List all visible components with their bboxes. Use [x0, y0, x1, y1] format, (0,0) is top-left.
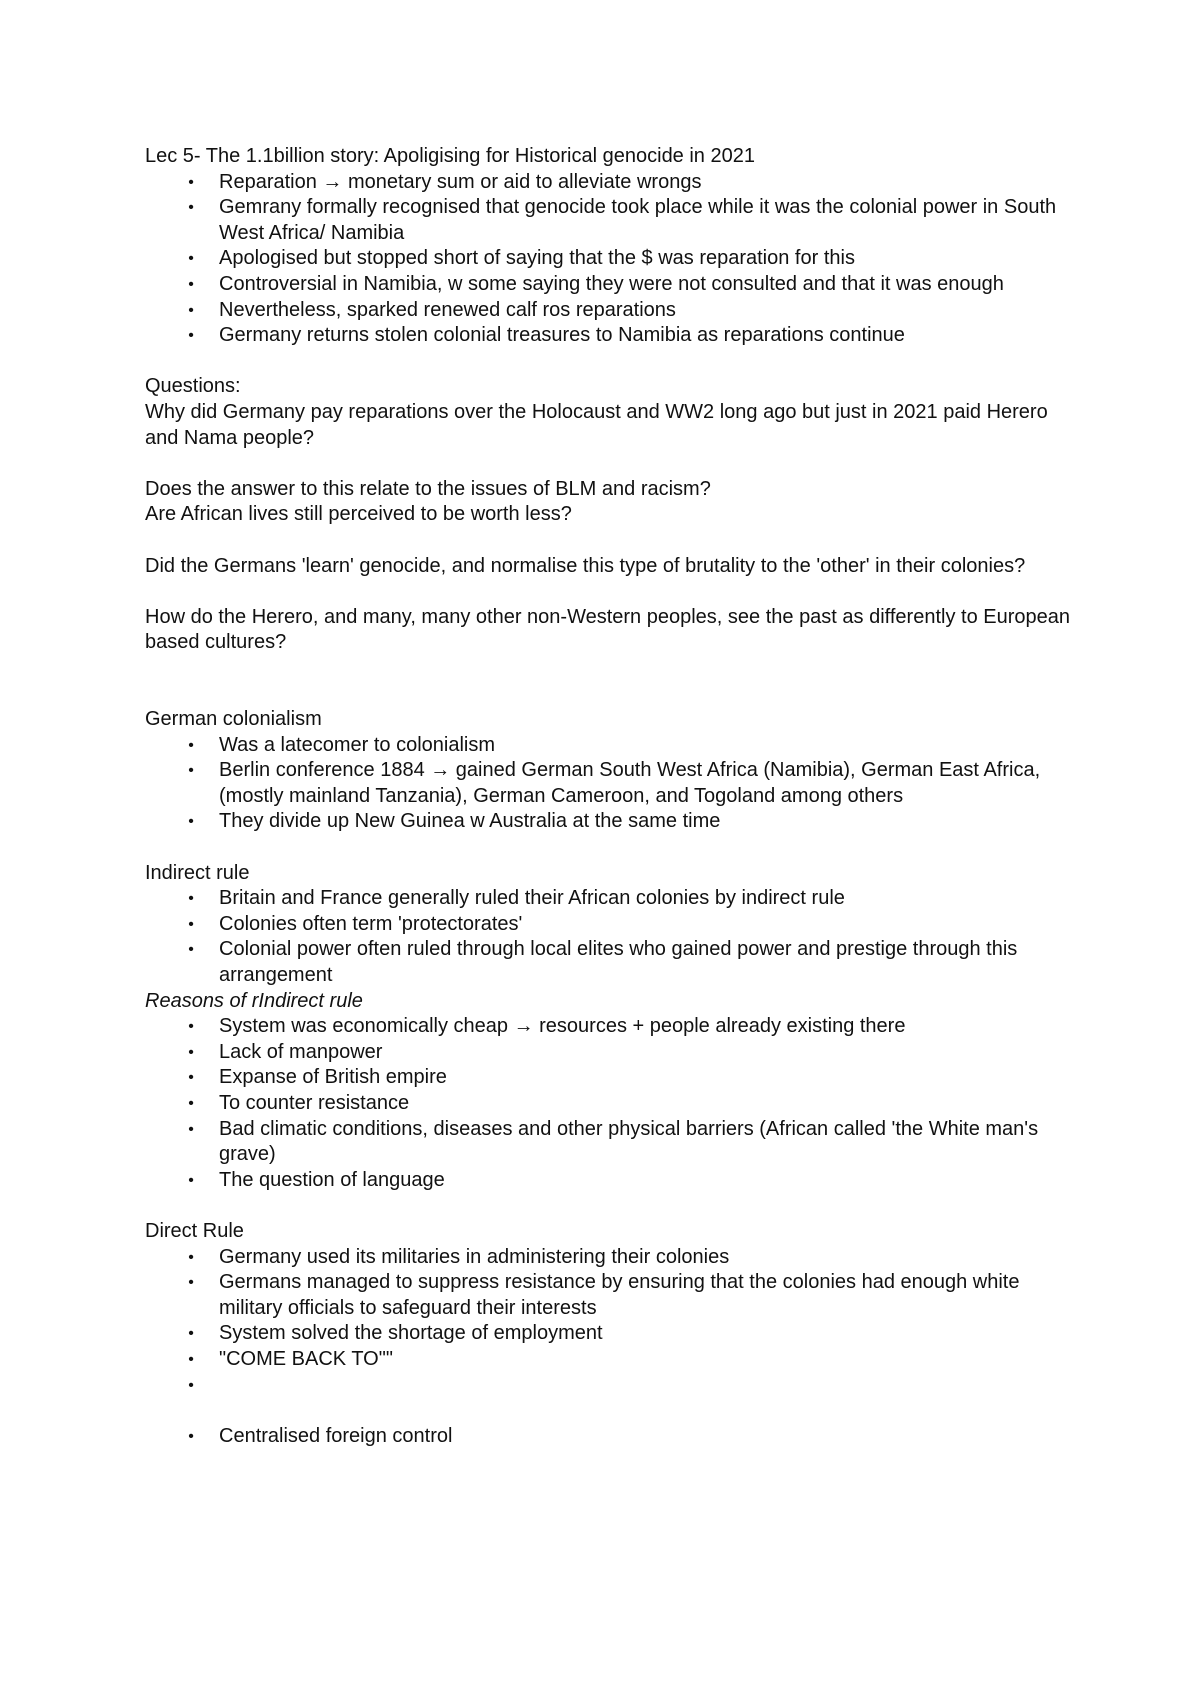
- list-item: • Bad climatic conditions, diseases and other physical barriers (African called 'the White man's grave): [145, 1117, 1085, 1168]
- list-item: • "COME BACK TO"": [145, 1347, 1085, 1373]
- list-item: • To counter resistance: [145, 1091, 1085, 1117]
- list-item: • Germany used its militaries in administering their colonies: [145, 1245, 1085, 1271]
- bullet-icon: •: [188, 275, 194, 293]
- list-item: • Centralised foreign control: [145, 1424, 1085, 1450]
- bullet-icon: •: [188, 762, 194, 780]
- question-2b: Are African lives still perceived to be worth less?: [145, 503, 572, 526]
- lecture-title: Lec 5- The 1.1billion story: Apoligising for Historical genocide in 2021: [145, 145, 755, 167]
- reasons-list: [145, 1014, 1085, 1193]
- list-item: • System was economically cheap → resources + people already existing there: [145, 1014, 1085, 1040]
- bullet-icon: •: [188, 736, 194, 754]
- bullet-icon: •: [188, 813, 194, 831]
- german-colonialism-heading: German colonialism: [145, 708, 322, 731]
- list-item: • Controversial in Namibia, w some saying they were not consulted and that it was enough: [145, 272, 1085, 298]
- bullet-icon: •: [188, 1043, 194, 1061]
- list-item: • Britain and France generally ruled their African colonies by indirect rule: [145, 886, 1085, 912]
- bullet-icon: •: [188, 173, 194, 191]
- bullet-icon: •: [188, 1325, 194, 1343]
- german-colonialism-list: [145, 733, 1085, 835]
- intro-bullet-list: [145, 170, 1085, 349]
- bullet-icon: •: [188, 199, 194, 217]
- bullet-icon: •: [188, 327, 194, 345]
- list-item: • Gemrany formally recognised that genocide took place while it was the colonial power in South West Africa/ Namibia: [145, 195, 1085, 246]
- bullet-icon: •: [188, 1018, 194, 1036]
- bullet-icon: •: [188, 1248, 194, 1266]
- spacer: [145, 835, 1085, 861]
- bullet-icon: •: [188, 1094, 194, 1112]
- spacer: [145, 528, 1085, 554]
- question-1: Why did Germany pay reparations over the Holocaust and WW2 long ago but just in 2021 paid Herero and Nama people?: [145, 400, 1048, 449]
- list-item: • System solved the shortage of employment: [145, 1321, 1085, 1347]
- list-item: • Berlin conference 1884 → gained German South West Africa (Namibia), German East Africa, (mostly mainland Tanzania), German Cameroon, and Togoland among others: [145, 758, 1085, 809]
- indirect-rule-heading: Indirect rule: [145, 861, 250, 884]
- bullet-icon: •: [188, 1350, 194, 1368]
- list-item: • Was a latecomer to colonialism: [145, 733, 1085, 759]
- bullet-icon: •: [188, 1120, 194, 1138]
- bullet-icon: •: [188, 301, 194, 319]
- question-3: Did the Germans 'learn' genocide, and normalise this type of brutality to the 'other' in their colonies?: [145, 554, 1026, 577]
- direct-rule-list: [145, 1245, 1085, 1399]
- bullet-icon: •: [188, 1376, 194, 1394]
- list-item: • Nevertheless, sparked renewed calf ros reparations: [145, 298, 1085, 324]
- bullet-icon: •: [188, 1427, 194, 1445]
- document-page: [145, 144, 1085, 1449]
- list-item: • Expanse of British empire: [145, 1065, 1085, 1091]
- list-item: • Lack of manpower: [145, 1040, 1085, 1066]
- list-item: • Germany returns stolen colonial treasures to Namibia as reparations continue: [145, 323, 1085, 349]
- indirect-rule-list: [145, 886, 1085, 988]
- list-item: • They divide up New Guinea w Australia at the same time: [145, 809, 1085, 835]
- list-item: • Colonies often term 'protectorates': [145, 912, 1085, 938]
- questions-heading: Questions:: [145, 375, 241, 398]
- list-item: • Germans managed to suppress resistance by ensuring that the colonies had enough white military officials to safeguard their interests: [145, 1270, 1085, 1321]
- direct-rule-heading: Direct Rule: [145, 1219, 244, 1242]
- spacer: [145, 1193, 1085, 1219]
- spacer: [145, 349, 1085, 375]
- list-item-empty: [145, 1373, 1085, 1399]
- spacer: [145, 656, 1085, 707]
- reasons-indirect-rule-heading: Reasons of rIndirect rule: [145, 989, 363, 1012]
- bullet-icon: •: [188, 915, 194, 933]
- bullet-icon: •: [188, 890, 194, 908]
- bullet-icon: •: [188, 941, 194, 959]
- spacer: [145, 579, 1085, 605]
- direct-rule-list-continued: [145, 1424, 1085, 1450]
- bullet-icon: •: [188, 1171, 194, 1189]
- question-4: How do the Herero, and many, many other non-Western peoples, see the past as differently to European based cultures?: [145, 605, 1070, 654]
- list-item: • Apologised but stopped short of saying that the $ was reparation for this: [145, 246, 1085, 272]
- spacer: [145, 451, 1085, 477]
- bullet-icon: •: [188, 1069, 194, 1087]
- list-item: • The question of language: [145, 1168, 1085, 1194]
- bullet-icon: •: [188, 250, 194, 268]
- list-item: • Colonial power often ruled through local elites who gained power and prestige through this arrangement: [145, 937, 1085, 988]
- bullet-icon: •: [188, 1274, 194, 1292]
- list-item: • Reparation → monetary sum or aid to alleviate wrongs: [145, 170, 1085, 196]
- question-2a: Does the answer to this relate to the issues of BLM and racism?: [145, 477, 711, 500]
- spacer: [145, 1398, 1085, 1424]
